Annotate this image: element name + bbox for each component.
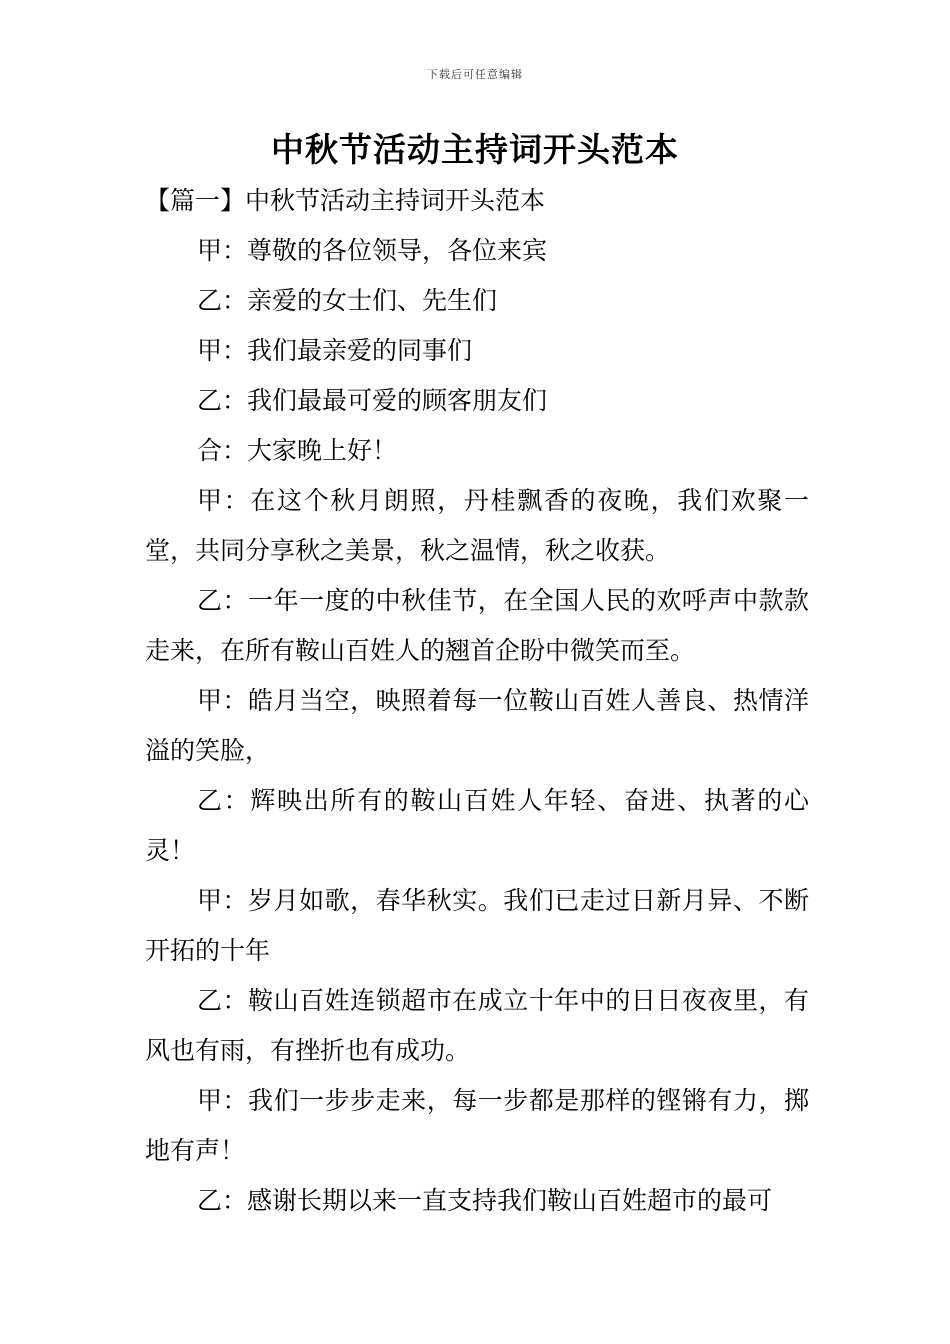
paragraph: 乙：鞍山百姓连锁超市在成立十年中的日日夜夜里，有风也有雨，有挫折也有成功。 <box>145 986 809 1065</box>
section-heading: 【篇一】中秋节活动主持词开头范本 <box>145 186 546 215</box>
paragraph: 甲：我们一步步走来，每一步都是那样的铿锵有力，掷地有声！ <box>145 1086 809 1165</box>
paragraph: 甲：在这个秋月朗照，丹桂飘香的夜晚，我们欢聚一堂，共同分享秋之美景，秋之温情，秋之收获。 <box>145 486 809 565</box>
paragraph: 合：大家晚上好！ <box>197 436 398 465</box>
document-body <box>145 176 809 1226</box>
document-title: 中秋节活动主持词开头范本 <box>271 130 679 169</box>
paragraph: 乙：辉映出所有的鞍山百姓人年轻、奋进、执著的心灵！ <box>145 786 809 865</box>
paragraph: 乙：感谢长期以来一直支持我们鞍山百姓超市的最可 <box>197 1186 773 1215</box>
paragraph: 甲：岁月如歌，春华秋实。我们已走过日新月异、不断开拓的十年 <box>145 886 809 965</box>
paragraph: 乙：我们最最可爱的顾客朋友们 <box>197 386 548 415</box>
paragraph: 乙：一年一度的中秋佳节，在全国人民的欢呼声中款款走来，在所有鞍山百姓人的翘首企盼中微笑而至。 <box>145 586 809 665</box>
header-note: 下载后可任意编辑 <box>427 68 523 81</box>
paragraph: 甲：皓月当空，映照着每一位鞍山百姓人善良、热情洋溢的笑脸， <box>145 686 809 765</box>
paragraph: 乙：亲爱的女士们、先生们 <box>197 286 498 315</box>
paragraph: 甲：我们最亲爱的同事们 <box>197 336 473 365</box>
paragraph: 甲：尊敬的各位领导，各位来宾 <box>197 236 548 265</box>
